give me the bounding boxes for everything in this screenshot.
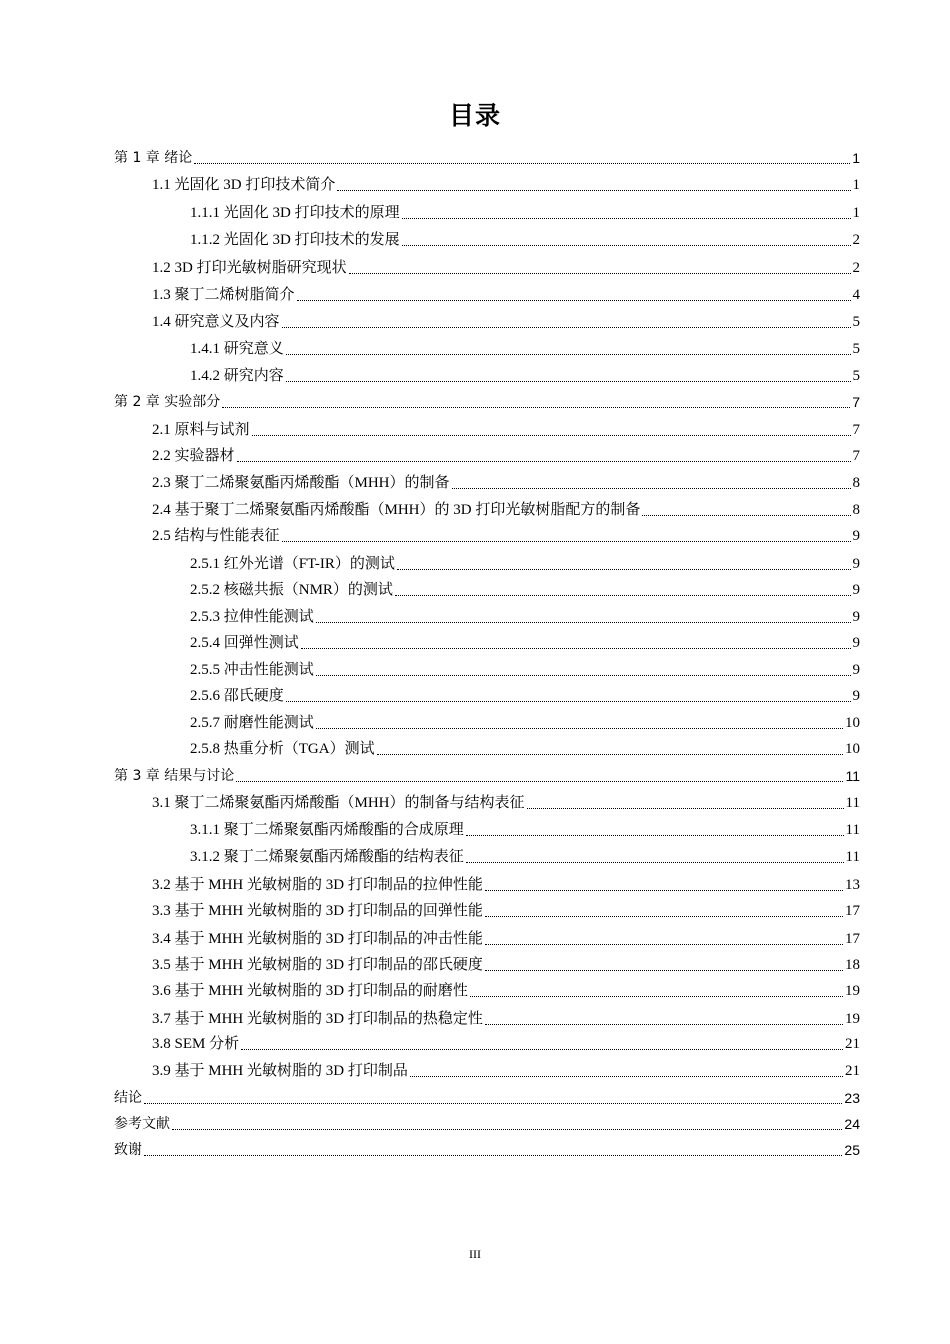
toc-dot-leader xyxy=(301,648,851,649)
toc-entry[interactable] xyxy=(114,335,860,361)
toc-entry-title: 3.7 基于 MHH 光敏树脂的 3D 打印制品的热稳定性 xyxy=(152,1011,483,1027)
toc-entry-page-number: 9 xyxy=(852,582,860,598)
toc-entry-title: 2.4 基于聚丁二烯聚氨酯丙烯酸酯（MHH）的 3D 打印光敏树脂配方的制备 xyxy=(152,502,641,518)
toc-entry-title: 2.5.8 热重分析（TGA）测试 xyxy=(190,741,375,757)
toc-entry[interactable] xyxy=(114,951,860,977)
toc-dot-leader xyxy=(316,675,851,676)
toc-entry[interactable] xyxy=(114,1057,860,1083)
toc-entry-page-number: 8 xyxy=(852,502,860,518)
toc-dot-leader xyxy=(485,1024,843,1025)
toc-entry-page-number: 25 xyxy=(844,1142,860,1158)
toc-entry-title: 参考文献 xyxy=(114,1116,170,1132)
toc-entry-title: 1.4 研究意义及内容 xyxy=(152,314,280,330)
toc-entry[interactable] xyxy=(114,1030,860,1056)
toc-entry-title: 2.5.5 冲击性能测试 xyxy=(190,662,314,678)
toc-dot-leader xyxy=(377,754,843,755)
toc-dot-leader xyxy=(402,218,851,219)
toc-entry[interactable] xyxy=(114,1110,860,1136)
toc-dot-leader xyxy=(470,996,843,997)
toc-entry-page-number: 1 xyxy=(852,150,860,166)
toc-dot-leader xyxy=(282,541,851,542)
toc-dot-leader xyxy=(241,1049,843,1050)
toc-entry-title: 第 1 章 绪论 xyxy=(114,150,193,166)
toc-entry-title: 3.1 聚丁二烯聚氨酯丙烯酸酯（MHH）的制备与结构表征 xyxy=(152,795,525,811)
toc-entry-page-number: 4 xyxy=(852,287,860,303)
toc-entry-page-number: 2 xyxy=(852,260,860,276)
toc-dot-leader xyxy=(236,781,843,782)
toc-entry-title: 1.2 3D 打印光敏树脂研究现状 xyxy=(152,260,347,276)
toc-dot-leader xyxy=(316,622,851,623)
toc-entry-page-number: 9 xyxy=(852,556,860,572)
toc-entry[interactable] xyxy=(114,442,860,468)
toc-entry[interactable] xyxy=(114,469,860,495)
toc-dot-leader xyxy=(466,835,844,836)
toc-entry[interactable] xyxy=(114,735,860,761)
toc-entry-title: 3.9 基于 MHH 光敏树脂的 3D 打印制品 xyxy=(152,1063,408,1079)
toc-dot-leader xyxy=(194,163,850,164)
toc-entry-page-number: 11 xyxy=(845,849,860,865)
toc-entry[interactable] xyxy=(114,226,860,252)
toc-entry-page-number: 19 xyxy=(845,983,860,999)
toc-entry-page-number: 9 xyxy=(852,635,860,651)
toc-dot-leader xyxy=(485,944,843,945)
toc-entry[interactable] xyxy=(114,762,860,788)
toc-entry[interactable] xyxy=(114,281,860,307)
toc-entry[interactable] xyxy=(114,362,860,388)
toc-entry[interactable] xyxy=(114,254,860,280)
toc-entry-page-number: 17 xyxy=(845,903,860,919)
toc-entry[interactable] xyxy=(114,603,860,629)
toc-entry-page-number: 1 xyxy=(852,177,860,193)
toc-dot-leader xyxy=(222,407,850,408)
toc-entry-title: 2.5 结构与性能表征 xyxy=(152,528,280,544)
toc-entry-title: 第 3 章 结果与讨论 xyxy=(114,768,235,784)
toc-entry-title: 1.4.2 研究内容 xyxy=(190,368,284,384)
toc-entry[interactable] xyxy=(114,682,860,708)
toc-entry-page-number: 17 xyxy=(845,931,860,947)
toc-entry-title: 结论 xyxy=(114,1090,142,1106)
toc-entry-page-number: 5 xyxy=(852,368,860,384)
toc-dot-leader xyxy=(144,1155,842,1156)
toc-dot-leader xyxy=(397,569,851,570)
toc-dot-leader xyxy=(466,862,844,863)
toc-dot-leader xyxy=(485,890,843,891)
toc-dot-leader xyxy=(297,300,851,301)
toc-dot-leader xyxy=(144,1103,842,1104)
toc-dot-leader xyxy=(642,515,850,516)
toc-entry-title: 3.2 基于 MHH 光敏树脂的 3D 打印制品的拉伸性能 xyxy=(152,877,483,893)
toc-entry[interactable] xyxy=(114,416,860,442)
toc-entry[interactable] xyxy=(114,1136,860,1162)
toc-entry[interactable] xyxy=(114,308,860,334)
toc-entry-title: 致谢 xyxy=(114,1142,142,1158)
toc-entry[interactable] xyxy=(114,522,860,548)
toc-entry-page-number: 7 xyxy=(852,394,860,410)
toc-entry-title: 3.8 SEM 分析 xyxy=(152,1036,240,1052)
toc-dot-leader xyxy=(452,488,851,489)
toc-entry-title: 3.5 基于 MHH 光敏树脂的 3D 打印制品的邵氏硬度 xyxy=(152,957,483,973)
toc-entry-page-number: 19 xyxy=(845,1011,860,1027)
toc-dot-leader xyxy=(527,808,844,809)
toc-entry[interactable] xyxy=(114,816,860,842)
toc-entry-page-number: 5 xyxy=(852,314,860,330)
toc-dot-leader xyxy=(349,273,851,274)
toc-entry[interactable] xyxy=(114,576,860,602)
toc-entry[interactable] xyxy=(114,709,860,735)
toc-dot-leader xyxy=(286,354,851,355)
toc-entry-title: 2.5.7 耐磨性能测试 xyxy=(190,715,314,731)
toc-entry-page-number: 21 xyxy=(845,1036,860,1052)
toc-entry-page-number: 9 xyxy=(852,688,860,704)
toc-dot-leader xyxy=(286,381,851,382)
toc-entry[interactable] xyxy=(114,789,860,815)
toc-entry-title: 3.1.1 聚丁二烯聚氨酯丙烯酸酯的合成原理 xyxy=(190,822,464,838)
toc-entry-title: 3.4 基于 MHH 光敏树脂的 3D 打印制品的冲击性能 xyxy=(152,931,483,947)
toc-entry-title: 第 2 章 实验部分 xyxy=(114,394,221,410)
toc-entry[interactable] xyxy=(114,171,860,197)
toc-entry-page-number: 10 xyxy=(845,741,860,757)
toc-entry-page-number: 11 xyxy=(845,795,860,811)
toc-entry-page-number: 13 xyxy=(845,877,860,893)
toc-dot-leader xyxy=(485,916,843,917)
toc-entry[interactable] xyxy=(114,496,860,522)
toc-entry[interactable] xyxy=(114,1084,860,1110)
toc-dot-leader xyxy=(237,461,851,462)
toc-entry-title: 2.1 原料与试剂 xyxy=(152,422,250,438)
toc-entry[interactable] xyxy=(114,144,860,170)
toc-entry-page-number: 9 xyxy=(852,609,860,625)
toc-dot-leader xyxy=(395,595,851,596)
toc-entry-page-number: 18 xyxy=(845,957,860,973)
toc-entry-title: 1.1.1 光固化 3D 打印技术的原理 xyxy=(190,205,400,221)
toc-entry-page-number: 23 xyxy=(844,1090,860,1106)
toc-entry[interactable] xyxy=(114,925,860,951)
toc-entry-title: 2.2 实验器材 xyxy=(152,448,235,464)
toc-entry-page-number: 11 xyxy=(845,768,860,784)
toc-entry-title: 2.5.2 核磁共振（NMR）的测试 xyxy=(190,582,393,598)
toc-entry-title: 1.4.1 研究意义 xyxy=(190,341,284,357)
toc-entry-title: 1.1 光固化 3D 打印技术简介 xyxy=(152,177,336,193)
toc-dot-leader xyxy=(410,1076,843,1077)
page-title: 目录 xyxy=(448,101,501,130)
toc-entry-page-number: 9 xyxy=(852,662,860,678)
toc-entry[interactable] xyxy=(114,871,860,897)
toc-entry[interactable] xyxy=(114,656,860,682)
toc-entry-title: 2.5.4 回弹性测试 xyxy=(190,635,299,651)
toc-entry[interactable] xyxy=(114,897,860,923)
toc-entry-title: 2.5.6 邵氏硬度 xyxy=(190,688,284,704)
toc-dot-leader xyxy=(252,435,851,436)
toc-entry-title: 2.3 聚丁二烯聚氨酯丙烯酸酯（MHH）的制备 xyxy=(152,475,450,491)
toc-dot-leader xyxy=(402,245,851,246)
toc-entry-page-number: 2 xyxy=(852,232,860,248)
toc-entry[interactable] xyxy=(114,977,860,1003)
toc-entry-page-number: 9 xyxy=(852,528,860,544)
toc-dot-leader xyxy=(485,970,843,971)
toc-dot-leader xyxy=(316,728,843,729)
toc-entry-page-number: 10 xyxy=(845,715,860,731)
toc-dot-leader xyxy=(286,701,851,702)
toc-entry[interactable] xyxy=(114,550,860,576)
toc-dot-leader xyxy=(172,1129,842,1130)
toc-entry[interactable] xyxy=(114,629,860,655)
toc-entry-page-number: 1 xyxy=(852,205,860,221)
toc-entry[interactable] xyxy=(114,199,860,225)
toc-entry-title: 3.6 基于 MHH 光敏树脂的 3D 打印制品的耐磨性 xyxy=(152,983,468,999)
toc-entry-page-number: 5 xyxy=(852,341,860,357)
toc-entry-title: 3.1.2 聚丁二烯聚氨酯丙烯酸酯的结构表征 xyxy=(190,849,464,865)
toc-entry[interactable] xyxy=(114,843,860,869)
toc-entry-title: 1.3 聚丁二烯树脂简介 xyxy=(152,287,295,303)
toc-entry-title: 3.3 基于 MHH 光敏树脂的 3D 打印制品的回弹性能 xyxy=(152,903,483,919)
toc-entry[interactable] xyxy=(114,388,860,414)
toc-entry-page-number: 11 xyxy=(845,822,860,838)
toc-entry[interactable] xyxy=(114,1005,860,1031)
toc-entry-title: 2.5.3 拉伸性能测试 xyxy=(190,609,314,625)
toc-entry-page-number: 8 xyxy=(852,475,860,491)
toc-dot-leader xyxy=(337,190,850,191)
page-number: III xyxy=(469,1247,481,1261)
toc-entry-page-number: 7 xyxy=(852,448,860,464)
toc-entry-title: 2.5.1 红外光谱（FT-IR）的测试 xyxy=(190,556,395,572)
toc-entry-page-number: 24 xyxy=(844,1116,860,1132)
toc-entry-title: 1.1.2 光固化 3D 打印技术的发展 xyxy=(190,232,400,248)
toc-dot-leader xyxy=(282,327,851,328)
toc-entry-page-number: 7 xyxy=(852,422,860,438)
toc-entry-page-number: 21 xyxy=(845,1063,860,1079)
